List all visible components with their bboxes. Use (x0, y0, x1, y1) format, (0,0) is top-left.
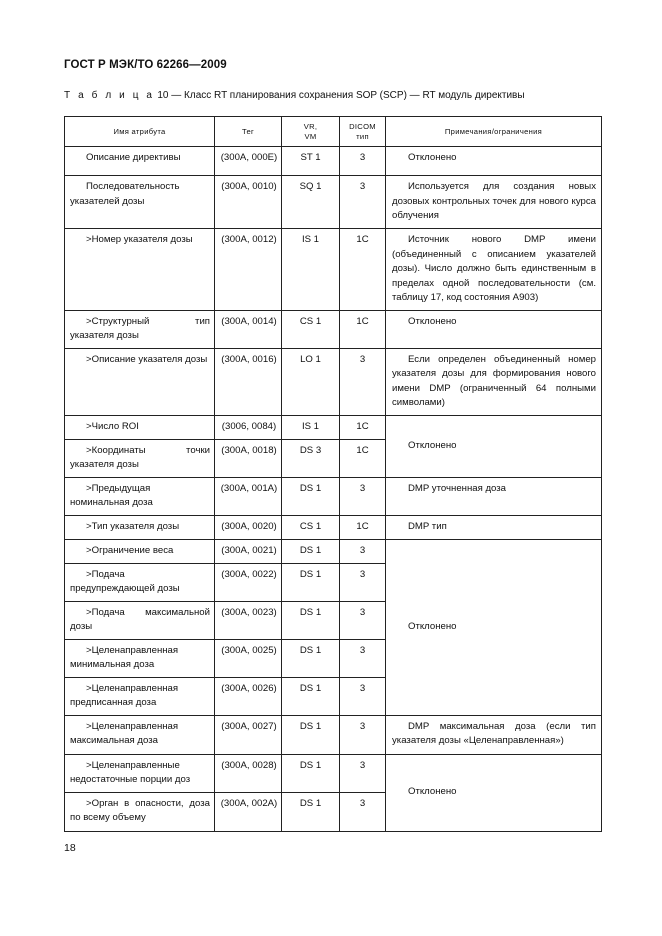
tag-cell: (300A, 000E) (215, 147, 282, 176)
attributes-table (64, 116, 602, 832)
tag-cell: (300A, 0018) (215, 439, 282, 477)
notes-cell: Отклонено (386, 310, 602, 348)
attribute-name-cell: >Структурный тип указателя дозы (65, 310, 215, 348)
tag-cell: (300A, 002A) (215, 792, 282, 831)
vr-vm-cell: IS 1 (282, 229, 340, 311)
tag-cell: (300A, 0010) (215, 176, 282, 229)
attribute-name-cell: Последовательность указателей дозы (65, 176, 215, 229)
tag-cell: (300A, 0027) (215, 715, 282, 754)
table-row (65, 515, 602, 539)
vr-vm-cell: IS 1 (282, 415, 340, 439)
vr-vm-cell: DS 1 (282, 539, 340, 563)
notes-cell: Отклонено (386, 415, 602, 477)
page-number: 18 (64, 842, 76, 854)
notes-cell: Отклонено (386, 754, 602, 831)
vr-vm-cell: DS 1 (282, 715, 340, 754)
dicom-type-cell: 3 (340, 477, 386, 515)
attribute-name-cell: >Подача максимальной дозы (65, 601, 215, 639)
dicom-type-cell: 3 (340, 147, 386, 176)
attribute-name-cell: >Целенаправленные недостаточные порции доз (65, 754, 215, 792)
tag-cell: (300A, 0022) (215, 563, 282, 601)
attribute-name-cell: >Описание указателя дозы (65, 348, 215, 415)
dicom-type-cell: 3 (340, 563, 386, 601)
column-header-vr: VR, VM (282, 117, 340, 147)
dicom-type-cell: 1С (340, 439, 386, 477)
attribute-name-cell: >Число ROI (65, 415, 215, 439)
dicom-type-cell: 3 (340, 754, 386, 792)
notes-cell: Используется для создания новых дозовых контрольных точек для нового курса облучения (386, 176, 602, 229)
vr-vm-cell: DS 1 (282, 754, 340, 792)
dicom-type-cell: 1С (340, 515, 386, 539)
table-row (65, 539, 602, 563)
notes-cell: Если определен объединенный номер указателя дозы для формирования нового имени DMP (ограниченный 64 полными символами) (386, 348, 602, 415)
vr-vm-cell: DS 1 (282, 477, 340, 515)
tag-cell: (300A, 0023) (215, 601, 282, 639)
dicom-type-cell: 3 (340, 715, 386, 754)
attribute-name-cell: >Ограничение веса (65, 539, 215, 563)
notes-cell: DMP уточненная доза (386, 477, 602, 515)
vr-vm-cell: DS 1 (282, 792, 340, 831)
table-header-row (65, 117, 602, 147)
tag-cell: (300A, 001A) (215, 477, 282, 515)
dicom-type-cell: 3 (340, 639, 386, 677)
table-row (65, 229, 602, 311)
tag-cell: (300A, 0012) (215, 229, 282, 311)
dicom-type-cell: 3 (340, 677, 386, 715)
notes-cell: Отклонено (386, 147, 602, 176)
tag-cell: (300A, 0021) (215, 539, 282, 563)
attribute-name-cell: >Координаты точки указателя дозы (65, 439, 215, 477)
attribute-name-cell: >Номер указателя дозы (65, 229, 215, 311)
table-row (65, 477, 602, 515)
vr-vm-cell: DS 1 (282, 677, 340, 715)
table-caption-text: 10 — Класс RT планирования сохранения SOP (SCP) — RT модуль директивы (154, 90, 525, 101)
vr-vm-cell: ST 1 (282, 147, 340, 176)
vr-vm-cell: LO 1 (282, 348, 340, 415)
vr-vm-cell: DS 1 (282, 601, 340, 639)
table-caption-prefix: Т а б л и ц а (64, 90, 155, 101)
table-row (65, 176, 602, 229)
column-header-name: Имя атрибута (65, 117, 215, 147)
tag-cell: (300A, 0016) (215, 348, 282, 415)
table-row (65, 415, 602, 439)
dicom-type-cell: 3 (340, 539, 386, 563)
document-header: ГОСТ Р МЭК/ТО 62266—2009 (64, 59, 227, 71)
dicom-type-cell: 1С (340, 229, 386, 311)
tag-cell: (300A, 0028) (215, 754, 282, 792)
table-row (65, 348, 602, 415)
vr-vm-cell: DS 1 (282, 639, 340, 677)
tag-cell: (3006, 0084) (215, 415, 282, 439)
table-row (65, 715, 602, 754)
attribute-name-cell: >Орган в опасности, доза по всему объему (65, 792, 215, 831)
tag-cell: (300A, 0014) (215, 310, 282, 348)
dicom-type-cell: 3 (340, 792, 386, 831)
attribute-name-cell: >Целенаправленная максимальная доза (65, 715, 215, 754)
attribute-name-cell: >Целенаправленная минимальная доза (65, 639, 215, 677)
attribute-name-cell: >Тип указателя дозы (65, 515, 215, 539)
dicom-type-cell: 1С (340, 415, 386, 439)
table-caption (64, 90, 525, 101)
attribute-name-cell: >Предыдущая номинальная доза (65, 477, 215, 515)
attribute-name-cell: >Целенаправленная предписанная доза (65, 677, 215, 715)
table-row (65, 754, 602, 792)
attribute-name-cell: Описание директивы (65, 147, 215, 176)
dicom-type-cell: 3 (340, 176, 386, 229)
vr-vm-cell: DS 1 (282, 563, 340, 601)
notes-cell: Источник нового DMP имени (объединенный с описанием указателей дозы). Число должно быть единственным в пределах одной последовательности (см. таблицу 17, код состояния A903) (386, 229, 602, 311)
column-header-notes: Примечания/ограничения (386, 117, 602, 147)
tag-cell: (300A, 0026) (215, 677, 282, 715)
vr-vm-cell: SQ 1 (282, 176, 340, 229)
table-row (65, 310, 602, 348)
column-header-dicom-type: DICOM тип (340, 117, 386, 147)
notes-cell: DMP тип (386, 515, 602, 539)
tag-cell: (300A, 0025) (215, 639, 282, 677)
vr-vm-cell: DS 3 (282, 439, 340, 477)
vr-vm-cell: CS 1 (282, 310, 340, 348)
dicom-type-cell: 3 (340, 601, 386, 639)
dicom-type-cell: 1С (340, 310, 386, 348)
table-row (65, 147, 602, 176)
column-header-tag: Тег (215, 117, 282, 147)
tag-cell: (300A, 0020) (215, 515, 282, 539)
notes-cell: DMP максимальная доза (если тип указателя дозы «Целенаправленная») (386, 715, 602, 754)
vr-vm-cell: CS 1 (282, 515, 340, 539)
dicom-type-cell: 3 (340, 348, 386, 415)
notes-cell: Отклонено (386, 539, 602, 715)
attribute-name-cell: >Подача предупреждающей дозы (65, 563, 215, 601)
